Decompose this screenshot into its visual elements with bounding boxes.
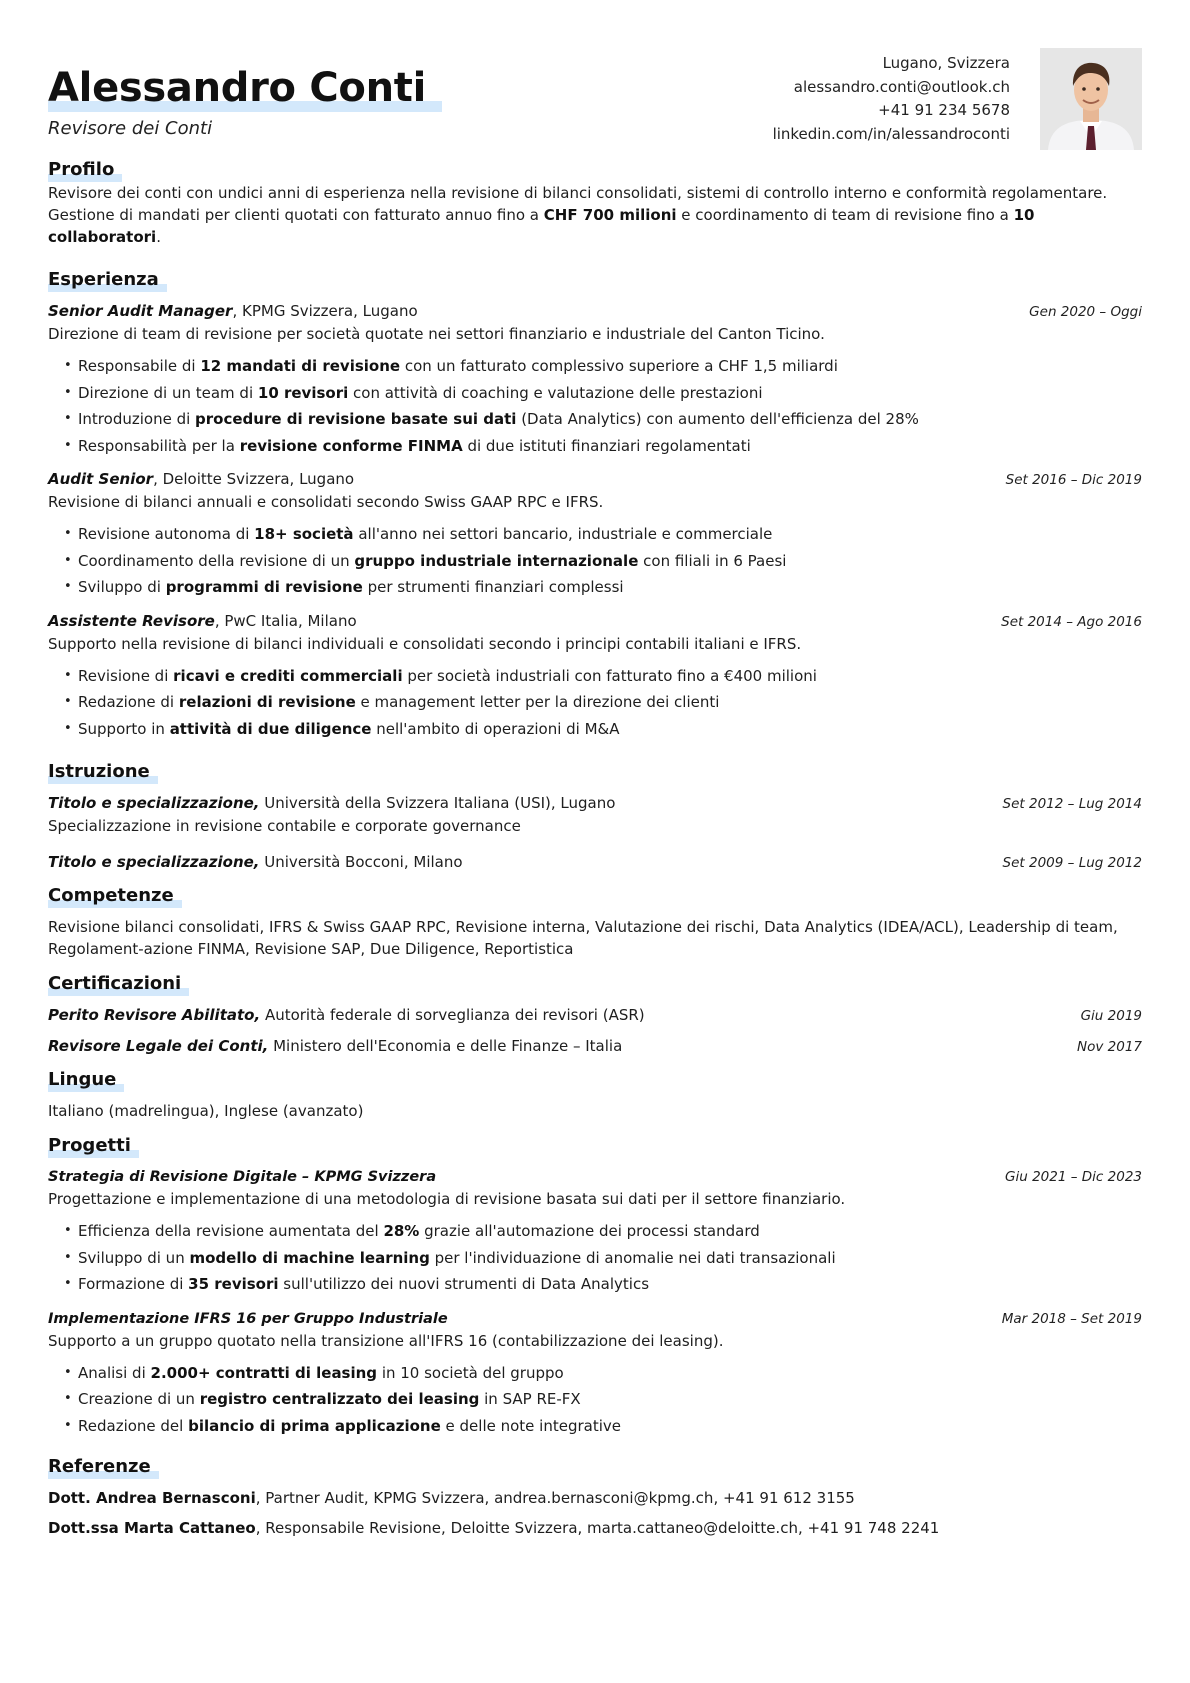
profile-section xyxy=(48,158,1142,248)
skills-section xyxy=(48,884,1142,960)
job-title: Revisore dei Conti xyxy=(48,118,213,139)
project-header xyxy=(48,1166,1142,1188)
skills-text: Revisione bilanci consolidati, IFRS & Swiss GAAP RPC, Revisione interna, Valutazione dei rischi, Data Analytics (IDEA/ACL), Leadership di team, Regolament-azione FINMA, Revisione SAP, Due Diligence, Reportistica xyxy=(48,918,1118,958)
profile-text: Revisore dei conti con undici anni di esperienza nella revisione di bilanci consolidati, sistemi di controllo interno e conformità regolamentare. Gestione di mandati per clienti quotati con fatturato annuo fino a xyxy=(48,184,1108,224)
certifications-heading: Certificazioni xyxy=(48,972,189,996)
certification-name: Perito Revisore Abilitato, xyxy=(48,1006,261,1024)
experience-heading: Esperienza xyxy=(48,268,167,292)
name-block xyxy=(48,64,442,139)
projects-heading: Progetti xyxy=(48,1134,139,1158)
portrait-icon xyxy=(1040,48,1142,150)
reference-name: Dott. Andrea Bernasconi xyxy=(48,1489,256,1507)
profile-highlight: 10 collaboratori xyxy=(48,206,1035,246)
reference-entry xyxy=(48,1487,1142,1509)
job-dates: Set 2016 – Dic 2019 xyxy=(1005,472,1142,488)
job-header xyxy=(48,610,1142,633)
reference-entry xyxy=(48,1517,1142,1539)
project-dates: Giu 2021 – Dic 2023 xyxy=(1005,1169,1142,1185)
project-title: Strategia di Revisione Digitale – KPMG Svizzera xyxy=(48,1169,437,1185)
list-item: • Formazione di 35 revisori sull'utilizzo dei nuovi strumenti di Data Analytics xyxy=(64,1271,1142,1298)
job-bullets xyxy=(48,521,1142,601)
profile-text: . xyxy=(156,228,161,246)
list-item: • Analisi di 2.000+ contratti di leasing in 10 società del gruppo xyxy=(64,1360,1142,1387)
certification-date: Giu 2019 xyxy=(1080,1008,1142,1024)
job-org: , KPMG Svizzera, Lugano xyxy=(232,302,418,320)
contact-phone: +41 91 234 5678 xyxy=(878,101,1010,119)
job-entry xyxy=(48,468,1142,601)
contact-info xyxy=(773,52,1010,146)
job-bullets xyxy=(48,663,1142,743)
list-item: • Redazione del bilancio di prima applicazione e delle note integrative xyxy=(64,1413,1142,1440)
list-item: • Direzione di un team di 10 revisori con attività di coaching e valutazione delle prestazioni xyxy=(64,380,1142,407)
education-header xyxy=(48,851,1142,874)
profile-photo xyxy=(1040,48,1142,150)
education-dates: Set 2009 – Lug 2012 xyxy=(1002,855,1142,871)
education-heading: Istruzione xyxy=(48,760,158,784)
job-dates: Set 2014 – Ago 2016 xyxy=(1001,613,1142,630)
references-section xyxy=(48,1455,1142,1539)
job-entry xyxy=(48,300,1142,459)
certification-entry xyxy=(48,1035,1142,1058)
project-dates: Mar 2018 – Set 2019 xyxy=(1001,1310,1142,1327)
contact-linkedin[interactable]: linkedin.com/in/alessandroconti xyxy=(772,124,1010,143)
list-item: • Supporto in attività di due diligence nell'ambito di operazioni di M&A xyxy=(64,716,1142,743)
project-summary: Progettazione e implementazione di una metodologia di revisione basata sui dati per il settore finanziario. xyxy=(48,1190,846,1208)
education-detail: Specializzazione in revisione contabile e corporate governance xyxy=(48,817,521,835)
projects-section xyxy=(48,1134,1142,1439)
languages-heading: Lingue xyxy=(48,1068,124,1092)
list-item: • Creazione di un registro centralizzato dei leasing in SAP RE-FX xyxy=(64,1386,1142,1413)
certification-name: Revisore Legale dei Conti, xyxy=(48,1037,269,1055)
certification-date: Nov 2017 xyxy=(1077,1039,1142,1055)
education-section xyxy=(48,760,1142,874)
job-bullets xyxy=(48,353,1142,459)
languages-section xyxy=(48,1068,1142,1122)
education-dates: Set 2012 – Lug 2014 xyxy=(1002,796,1142,812)
list-item: • Responsabilità per la revisione conforme FINMA di due istituti finanziari regolamentati xyxy=(64,433,1142,460)
job-summary: Supporto nella revisione di bilanci individuali e consolidati secondo i principi contabili italiani e IFRS. xyxy=(48,634,802,653)
languages-text: Italiano (madrelingua), Inglese (avanzato) xyxy=(48,1102,364,1120)
education-entry xyxy=(48,851,1142,874)
reference-details: , Responsabile Revisione, Deloitte Svizzera, marta.cattaneo@deloitte.ch, +41 91 748 2241 xyxy=(255,1519,940,1537)
list-item: • Responsabile di 12 mandati di revisione con un fatturato complessivo superiore a CHF 1,5 miliardi xyxy=(64,353,1142,380)
job-header xyxy=(48,468,1142,491)
project-entry xyxy=(48,1308,1142,1440)
reference-name: Dott.ssa Marta Cattaneo xyxy=(48,1519,256,1537)
job-summary: Revisione di bilanci annuali e consolidati secondo Swiss GAAP RPC e IFRS. xyxy=(48,493,604,511)
list-item: • Introduzione di procedure di revisione basate sui dati (Data Analytics) con aumento dell'efficienza del 28% xyxy=(64,406,1142,433)
skills-heading: Competenze xyxy=(48,884,182,908)
list-item: • Redazione di relazioni di revisione e management letter per la direzione dei clienti xyxy=(64,689,1142,716)
job-role: Senior Audit Manager xyxy=(48,302,233,320)
job-role: Assistente Revisore xyxy=(48,611,215,630)
job-header xyxy=(48,300,1142,323)
job-org: , Deloitte Svizzera, Lugano xyxy=(153,470,355,488)
profile-highlight: CHF 700 milioni xyxy=(543,206,677,224)
job-dates: Gen 2020 – Oggi xyxy=(1029,304,1142,320)
contact-location: Lugano, Svizzera xyxy=(882,54,1010,72)
references-heading: Referenze xyxy=(48,1455,159,1479)
school: Università Bocconi, Milano xyxy=(259,853,463,871)
project-title: Implementazione IFRS 16 per Gruppo Industriale xyxy=(48,1310,448,1327)
profile-summary xyxy=(48,182,1142,248)
education-header xyxy=(48,792,1142,815)
project-bullets xyxy=(48,1218,1142,1298)
certification-issuer: Autorità federale di sorveglianza dei revisori (ASR) xyxy=(260,1006,645,1024)
list-item: • Revisione autonoma di 18+ società all'anno nei settori bancario, industriale e commerciale xyxy=(64,521,1142,548)
degree: Titolo e specializzazione, xyxy=(48,794,260,812)
resume-header xyxy=(48,46,1142,158)
job-summary: Direzione di team di revisione per società quotate nei settori finanziario e industriale del Canton Ticino. xyxy=(48,325,825,343)
profile-heading: Profilo xyxy=(48,158,122,182)
certifications-section xyxy=(48,972,1142,1058)
contact-email[interactable]: alessandro.conti@outlook.ch xyxy=(793,77,1010,96)
certification-entry xyxy=(48,1004,1142,1027)
list-item: • Sviluppo di un modello di machine learning per l'individuazione di anomalie nei dati transazionali xyxy=(64,1245,1142,1272)
project-header xyxy=(48,1308,1142,1330)
school: Università della Svizzera Italiana (USI), Lugano xyxy=(259,794,616,812)
list-item: • Sviluppo di programmi di revisione per strumenti finanziari complessi xyxy=(64,574,1142,601)
education-entry xyxy=(48,792,1142,837)
experience-section xyxy=(48,268,1142,742)
person-name: Alessandro Conti xyxy=(48,64,442,112)
profile-text: e coordinamento di team di revisione fino a xyxy=(676,206,1014,224)
list-item: • Coordinamento della revisione di un gruppo industriale internazionale con filiali in 6 Paesi xyxy=(64,548,1142,575)
project-entry xyxy=(48,1166,1142,1298)
reference-details: , Partner Audit, KPMG Svizzera, andrea.bernasconi@kpmg.ch, +41 91 612 3155 xyxy=(255,1489,855,1507)
job-entry xyxy=(48,610,1142,743)
list-item: • Revisione di ricavi e crediti commerciali per società industriali con fatturato fino a €400 milioni xyxy=(64,663,1142,690)
job-org: , PwC Italia, Milano xyxy=(214,611,357,630)
certification-issuer: Ministero dell'Economia e delle Finanze – Italia xyxy=(268,1037,623,1055)
list-item: • Efficienza della revisione aumentata del 28% grazie all'automazione dei processi standard xyxy=(64,1218,1142,1245)
job-role: Audit Senior xyxy=(48,470,154,488)
project-bullets xyxy=(48,1360,1142,1440)
degree: Titolo e specializzazione, xyxy=(48,853,260,871)
project-summary: Supporto a un gruppo quotato nella transizione all'IFRS 16 (contabilizzazione dei leasing). xyxy=(48,1331,724,1350)
